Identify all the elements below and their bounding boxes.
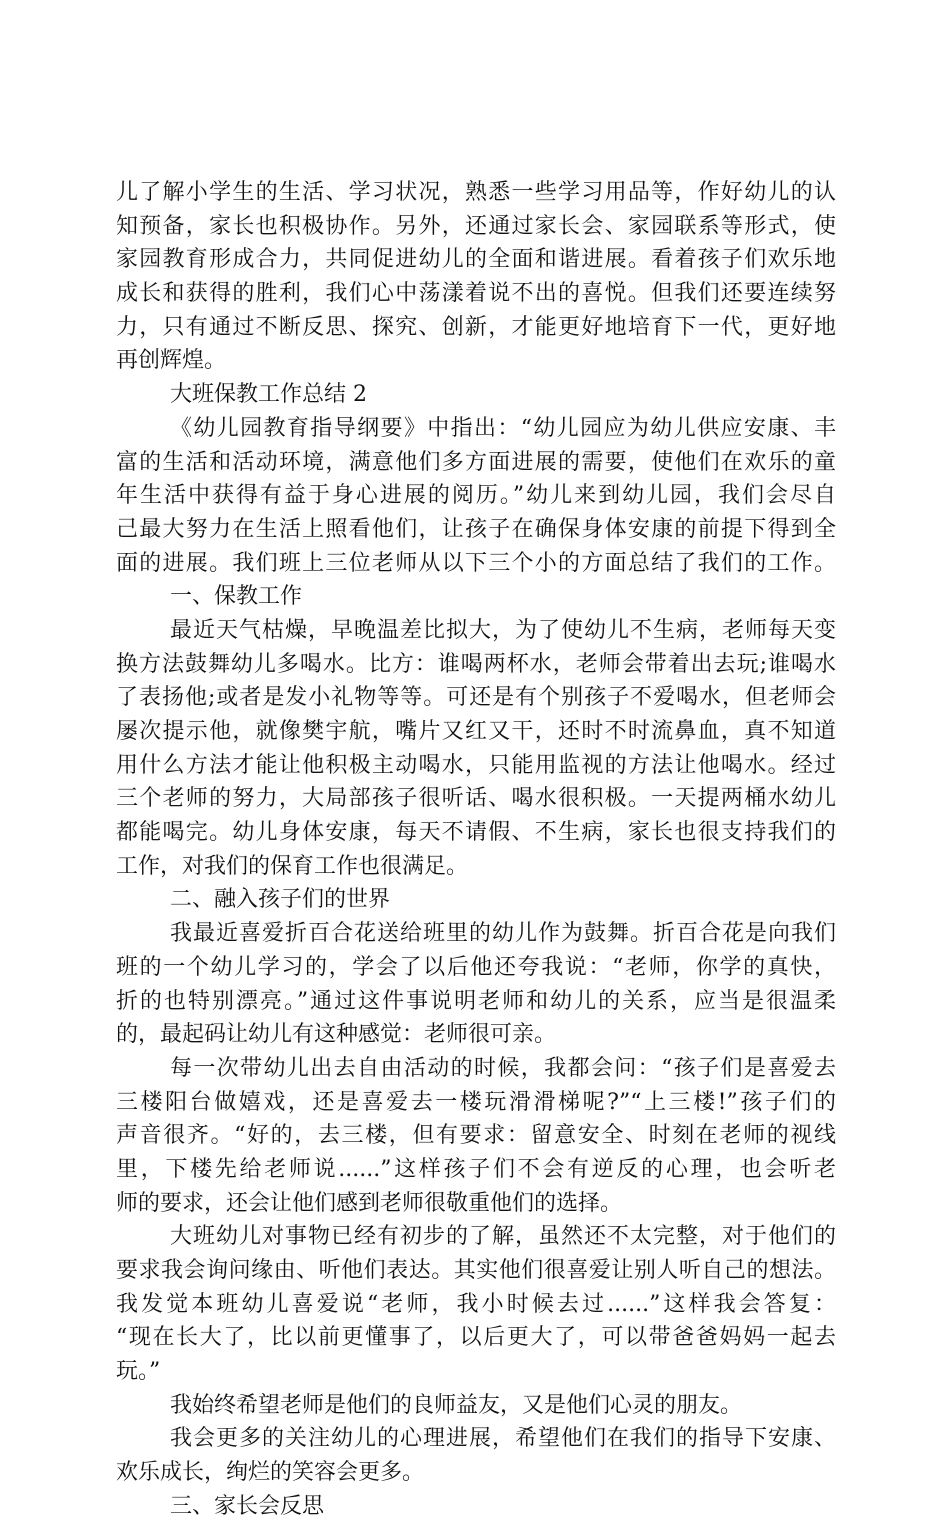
text-line: 里，下楼先给老师说......”这样孩子们不会有逆反的心理，也会听老 [116,1156,836,1182]
text-line: 力，只有通过不断反思、探究、创新，才能更好地培育下一代，更好地 [116,314,836,340]
text-line: 我始终希望老师是他们的良师益友，又是他们心灵的朋友。 [170,1392,743,1418]
text-line: 用什么方法才能让他积极主动喝水，只能用监视的方法让他喝水。经过 [116,752,836,778]
text-line: 我会更多的关注幼儿的心理进展，希望他们在我们的指导下安康、 [170,1426,836,1452]
text-line: 折的也特别漂亮。”通过这件事说明老师和幼儿的关系，应当是很温柔 [116,988,836,1014]
text-line: 儿了解小学生的生活、学习状况，熟悉一些学习用品等，作好幼儿的认 [116,180,836,205]
text-line: 面的进展。我们班上三位老师从以下三个小的方面总结了我们的工作。 [116,550,836,576]
text-line: “现在长大了，比以前更懂事了，以后更大了，可以带爸爸妈妈一起去 [116,1325,836,1351]
text-line: 声音很齐。“好的，去三楼，但有要求：留意安全、时刻在老师的视线 [116,1123,836,1149]
text-line: 的，最起码让幼儿有这种感觉：老师很可亲。 [116,1022,557,1048]
text-line: 屡次提示他，就像樊宇航，嘴片又红又干，还时不时流鼻血，真不知道 [116,719,836,744]
text-line: 班的一个幼儿学习的，学会了以后他还夸我说：“老师，你学的真快， [116,954,836,980]
text-line: 家园教育形成合力，共同促进幼儿的全面和谐进展。看着孩子们欢乐地 [116,247,836,273]
text-line: 换方法鼓舞幼儿多喝水。比方：谁喝两杯水，老师会带着出去玩;谁喝水 [116,651,836,677]
text-line: 每一次带幼儿出去自由活动的时候，我都会问：“孩子们是喜爱去 [170,1055,836,1081]
text-line: 大班幼儿对事物已经有初步的了解，虽然还不太完整，对于他们的 [170,1224,836,1250]
text-line: 我最近喜爱折百合花送给班里的幼儿作为鼓舞。折百合花是向我们 [170,921,836,947]
text-line: 最近天气枯燥，早晚温差比拟大，为了使幼儿不生病，老师每天变 [170,617,836,643]
text-line: 工作，对我们的保育工作也很满足。 [116,853,469,879]
text-line: 大班保教工作总结 2 [170,382,367,408]
text-line: 《幼儿园教育指导纲要》中指出：“幼儿园应为幼儿供应安康、丰 [170,415,836,441]
text-line: 二、融入孩子们的世界 [170,887,391,913]
text-line: 三、家长会反思 [170,1493,325,1519]
text-line: 师的要求，还会让他们感到老师很敬重他们的选择。 [116,1190,623,1216]
text-line: 要求我会询问缘由、听他们表达。其实他们很喜爱让别人听自己的想法。 [116,1258,836,1283]
text-line: 我发觉本班幼儿喜爱说“老师，我小时候去过......”这样我会答复： [116,1291,836,1317]
text-line: 再创辉煌。 [116,348,227,374]
text-line: 己最大努力在生活上照看他们，让孩子在确保身体安康的前提下得到全 [116,516,836,542]
text-line: 成长和获得的胜利，我们心中荡漾着说不出的喜悦。但我们还要连续努 [116,281,836,307]
text-line: 一、保教工作 [170,584,303,610]
text-line: 了表扬他;或者是发小礼物等等。可还是有个别孩子不爱喝水，但老师会 [116,685,836,711]
text-line: 年生活中获得有益于身心进展的阅历。”幼儿来到幼儿园，我们会尽自 [116,483,836,509]
text-line: 知预备，家长也积极协作。另外，还通过家长会、家园联系等形式，使 [116,213,836,239]
text-line: 三个老师的努力，大局部孩子很听话、喝水很积极。一天提两桶水幼儿 [116,786,836,812]
text-line: 都能喝完。幼儿身体安康，每天不请假、不生病，家长也很支持我们的 [116,820,836,846]
text-line: 欢乐成长，绚烂的笑容会更多。 [116,1460,425,1486]
text-line: 三楼阳台做嬉戏，还是喜爱去一楼玩滑滑梯呢?”“上三楼!”孩子们的 [116,1089,836,1115]
text-line: 富的生活和活动环境，满意他们多方面进展的需要，使他们在欢乐的童 [116,449,836,475]
text-line: 玩。” [116,1359,161,1385]
document-body [116,176,836,1524]
